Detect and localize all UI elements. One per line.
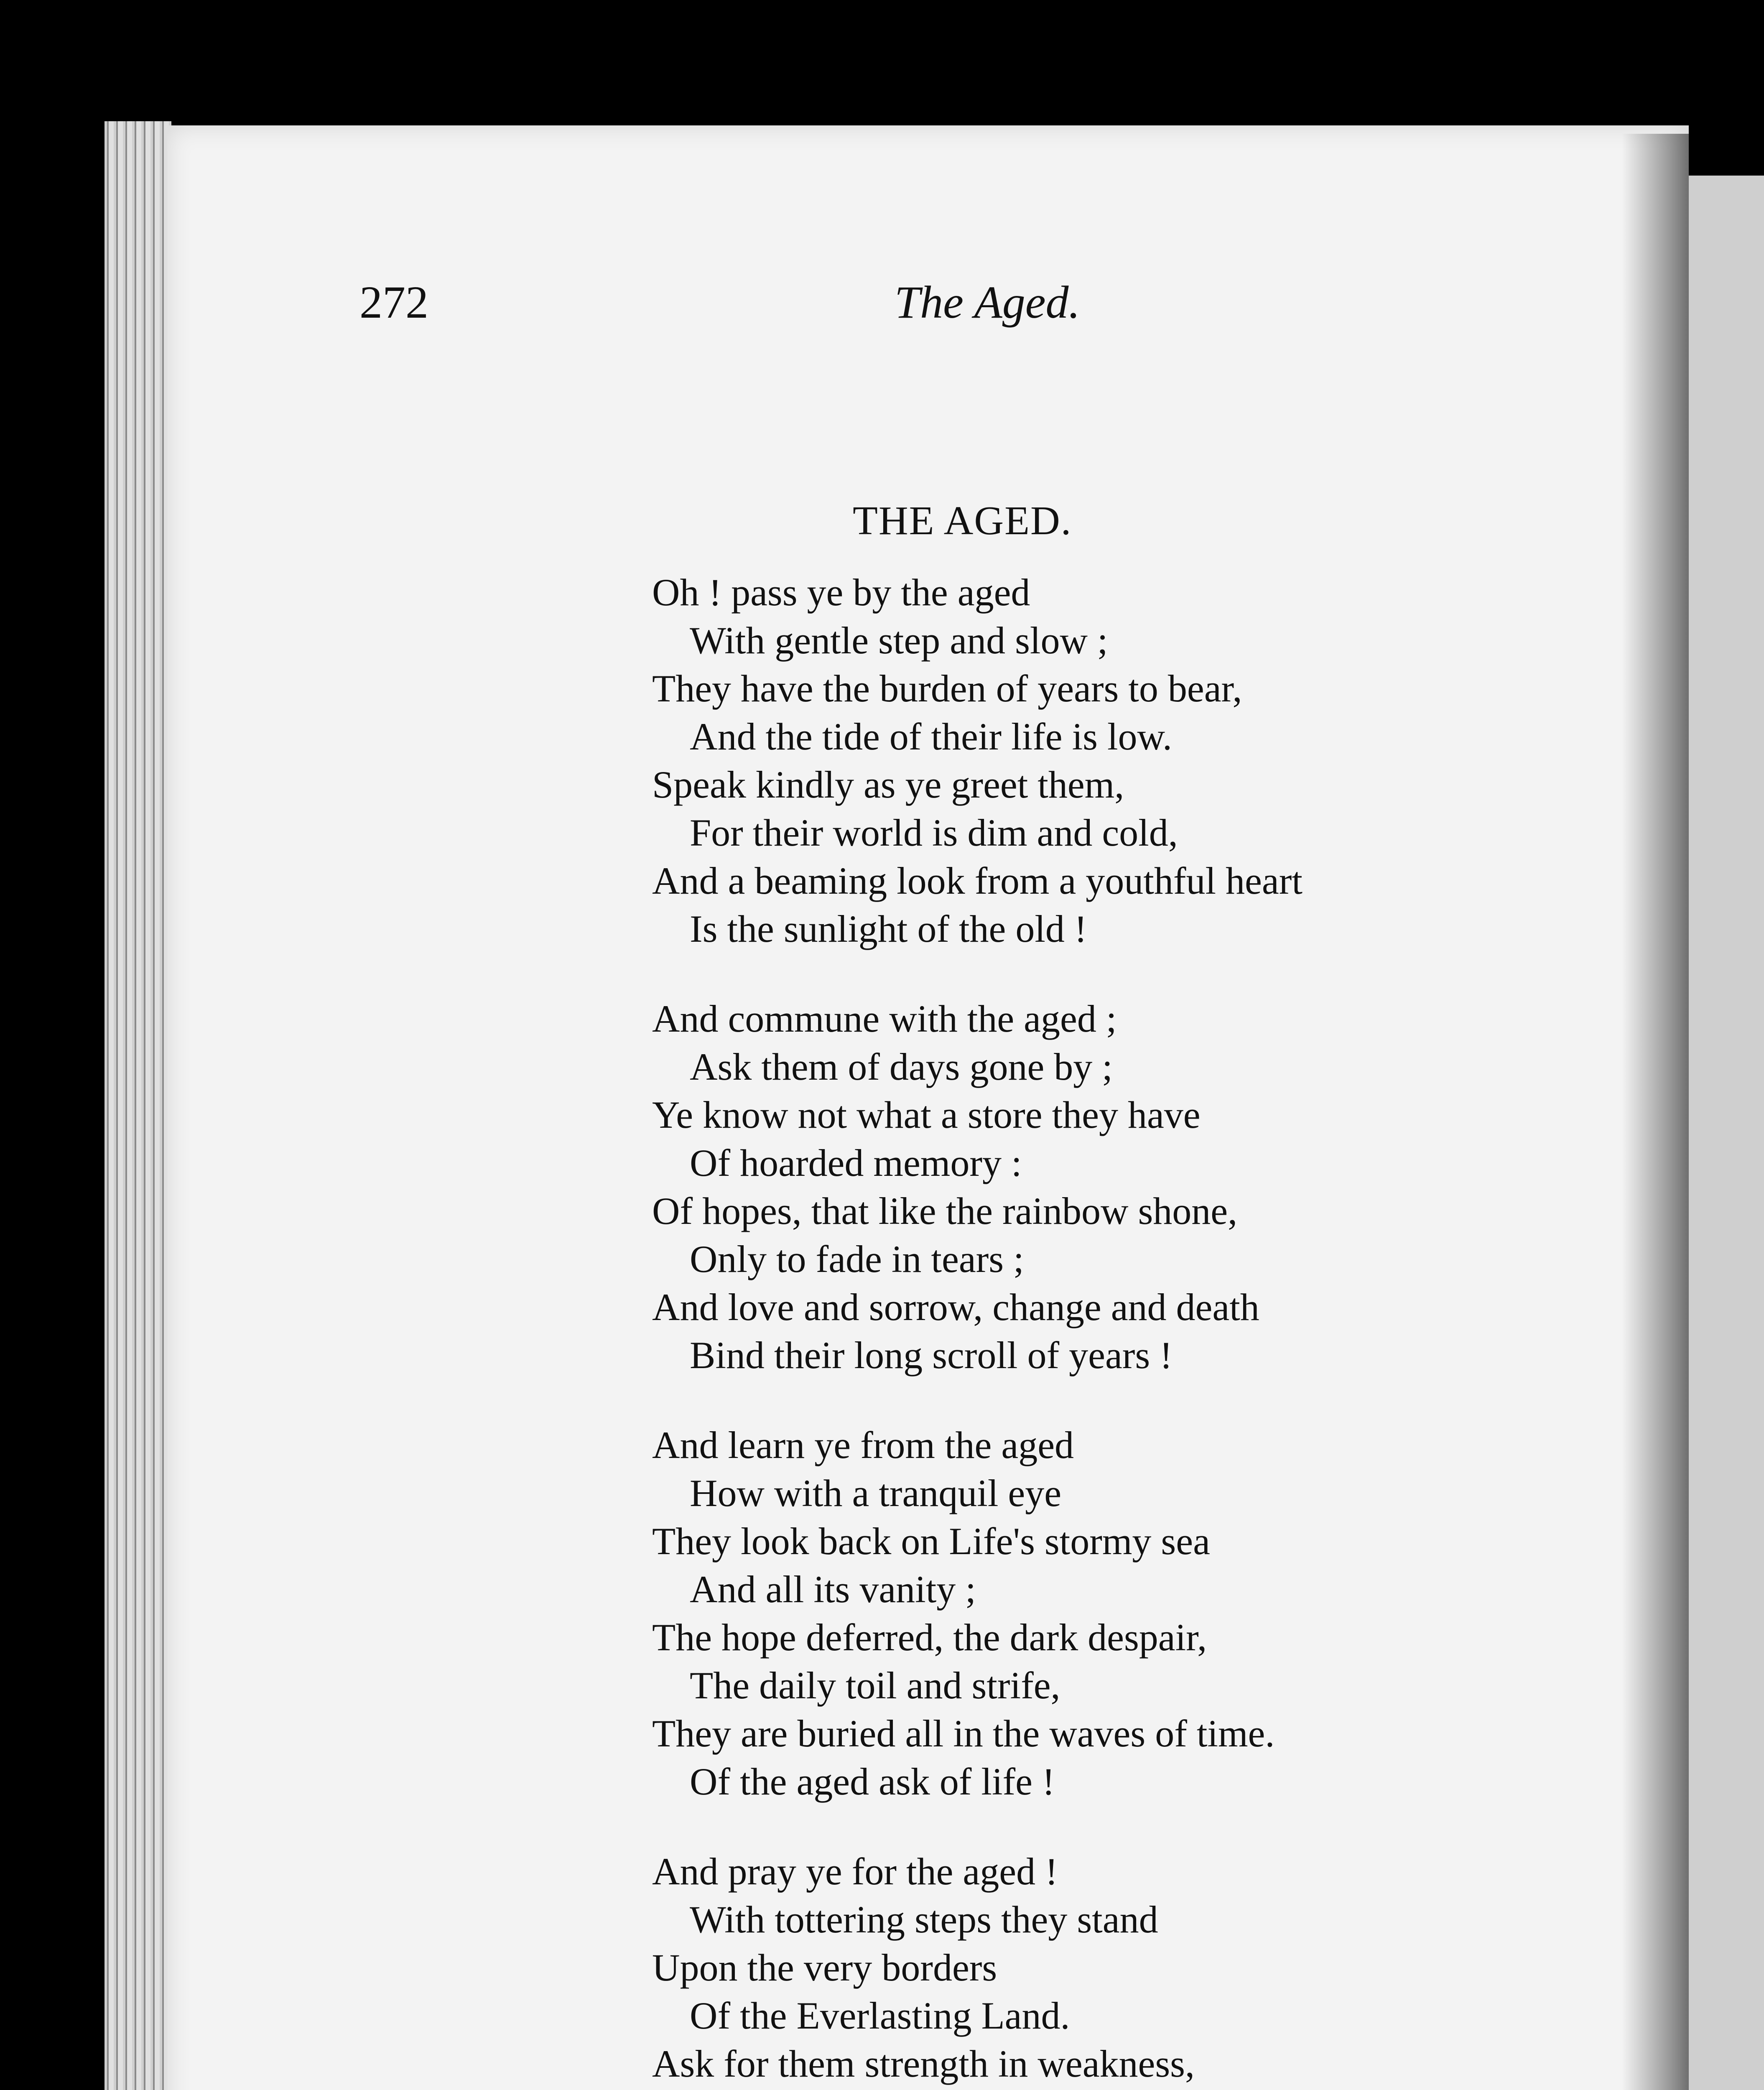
poem-title: THE AGED. <box>853 498 1072 543</box>
poem-line: The hope deferred, the dark despair, <box>652 1616 1207 1659</box>
poem-line: With gentle step and slow ; <box>690 619 1108 662</box>
poem-line: Upon the very borders <box>652 1946 997 1989</box>
poem-line: And pray ye for the aged ! <box>652 1850 1058 1893</box>
poem-line: And all its vanity ; <box>690 1568 976 1611</box>
poem-line: And a beaming look from a youthful heart <box>652 859 1303 902</box>
page-header <box>359 276 1614 343</box>
poem-line: Is the sunlight of the old ! <box>690 907 1087 950</box>
poem-line: Of hopes, that like the rainbow shone, <box>652 1190 1238 1232</box>
poem-line: They are buried all in the waves of time. <box>652 1712 1275 1755</box>
poem-line: How with a tranquil eye <box>690 1472 1062 1514</box>
poem-line: Bind their long scroll of years ! <box>690 1334 1173 1376</box>
poem-line: They look back on Life's stormy sea <box>652 1520 1210 1562</box>
stanza-3 <box>652 1421 1614 1806</box>
poem-line: The daily toil and strife, <box>690 1664 1060 1707</box>
poem-line: And the tide of their life is low. <box>690 715 1172 758</box>
poem-line: Ye know not what a store they have <box>652 1093 1201 1136</box>
poem-line: Only to fade in tears ; <box>690 1238 1024 1280</box>
poem-line: Of the aged ask of life ! <box>690 1760 1055 1803</box>
poem-line <box>652 2088 1614 2090</box>
poem-line: And commune with the aged ; <box>652 997 1117 1040</box>
poem-line: Of the Everlasting Land. <box>690 1994 1070 2037</box>
facing-page-edge <box>1689 176 1764 2090</box>
poem-line: Ask for them strength in weakness, <box>652 2042 1195 2085</box>
book-binding-edge <box>105 121 171 2090</box>
poem-line: Speak kindly as ye greet them, <box>652 763 1124 806</box>
page-number: 272 <box>359 277 428 328</box>
poem-line: Ask them of days gone by ; <box>690 1045 1113 1088</box>
stanza-2 <box>652 995 1614 1379</box>
poem-line: Oh ! pass ye by the aged <box>652 571 1030 614</box>
poem-line: And love and sorrow, change and death <box>652 1286 1259 1328</box>
running-title: The Aged. <box>895 277 1081 328</box>
poem-line: They have the burden of years to bear, <box>652 667 1242 710</box>
poem-line: For their world is dim and cold, <box>690 811 1178 854</box>
poem-line: And learn ye from the aged <box>652 1424 1074 1466</box>
poem-body <box>652 568 1614 2090</box>
poem-line: With tottering steps they stand <box>690 1898 1158 1941</box>
poem-line: Of hoarded memory : <box>690 1142 1022 1184</box>
stanza-4 <box>652 1848 1614 2090</box>
stanza-1 <box>652 568 1614 953</box>
